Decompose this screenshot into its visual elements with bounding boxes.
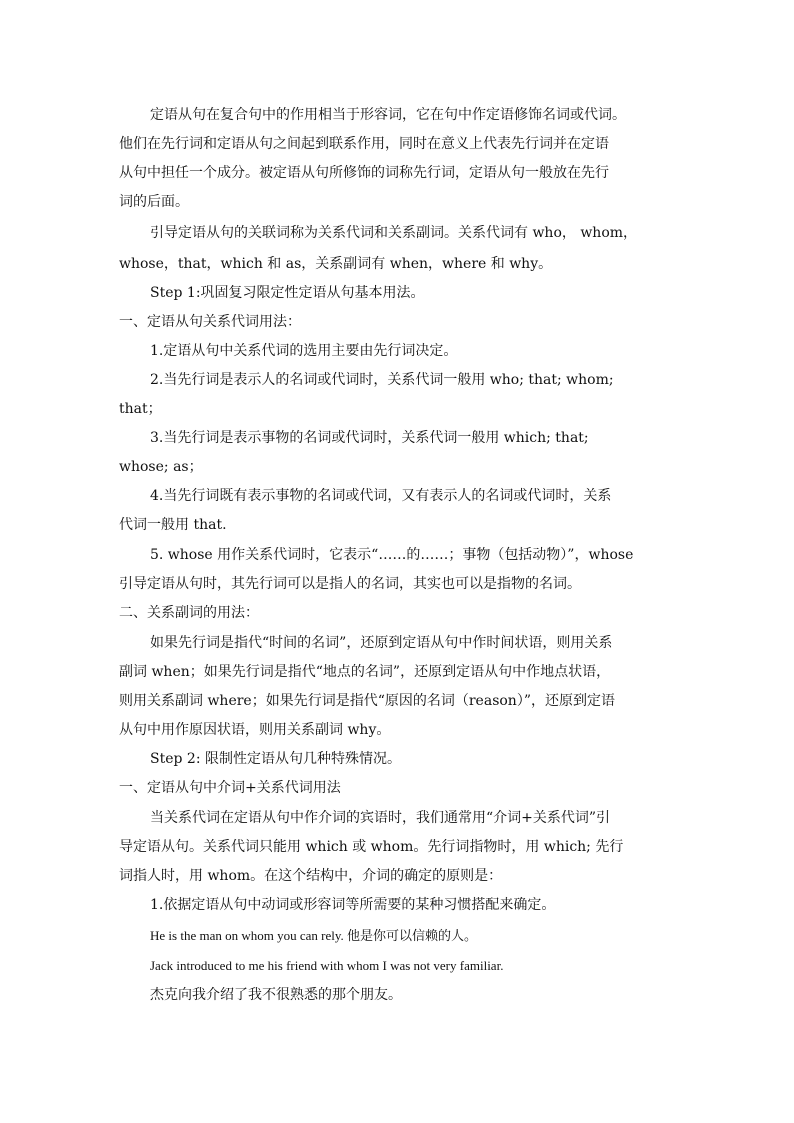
prep-para-line-2: 导定语从句。关系代词只能用 which 或 whom。先行词指物时，用 which; 先行: [119, 839, 624, 855]
prep-rule-1: 1.依据定语从句中动词或形容词等所需要的某种习惯搭配来确定。: [150, 897, 556, 913]
rule-5-line-1: 5. whose 用作关系代词时，它表示“……的……；事物（包括动物）”，whose: [150, 547, 634, 563]
rule-2-line-2: that；: [119, 401, 162, 417]
step-1-heading: Step 1:巩固复习限定性定语从句基本用法。: [150, 285, 425, 301]
adverb-para-line-1: 如果先行词是指代“时间的名词”，还原到定语从句中作时间状语，则用关系: [150, 635, 613, 651]
example-1: He is the man on whom you can rely. 他是你可以信赖的人。: [150, 928, 477, 943]
rule-4-line-2: 代词一般用 that.: [119, 517, 227, 533]
example-2-translation: 杰克向我介绍了我不很熟悉的那个朋友。: [150, 987, 402, 1003]
para-1-line-1: 定语从句在复合句中的作用相当于形容词，它在句中作定语修饰名词或代词。: [150, 107, 626, 123]
example-2-english: Jack introduced to me his friend with whom I was not very familiar.: [150, 958, 504, 973]
prep-para-line-1: 当关系代词在定语从句中作介词的宾语时，我们通常用“介词+关系代词”引: [150, 810, 611, 826]
para-1-line-3: 从句中担任一个成分。被定语从句所修饰的词称先行词，定语从句一般放在先行: [119, 165, 609, 181]
adverb-para-line-2: 副词 when；如果先行词是指代“地点的名词”，还原到定语从句中作地点状语，: [119, 664, 611, 680]
prep-para-line-3: 词指人时，用 whom。在这个结构中，介词的确定的原则是：: [119, 868, 503, 884]
para-2-line-1: 引导定语从句的关联词称为关系代词和关系副词。关系代词有 who， whom，: [150, 225, 638, 241]
section-1-heading: 一、定语从句关系代词用法：: [119, 314, 301, 330]
step-2-heading: Step 2: 限制性定语从句几种特殊情况。: [150, 751, 401, 767]
rule-2-line-1: 2.当先行词是表示人的名词或代词时，关系代词一般用 who; that; whom;: [150, 372, 614, 388]
para-1-line-2: 他们在先行词和定语从句之间起到联系作用，同时在意义上代表先行词并在定语: [119, 136, 609, 152]
adverb-para-line-3: 则用关系副词 where；如果先行词是指代“原因的名词（reason）”，还原到定语: [119, 693, 615, 709]
para-2-line-2: whose，that，which 和 as，关系副词有 when，where 和 why。: [119, 256, 553, 272]
rule-3-line-1: 3.当先行词是表示事物的名词或代词时，关系代词一般用 which; that;: [150, 430, 589, 446]
rule-3-line-2: whose; as；: [119, 459, 203, 475]
rule-1: 1.定语从句中关系代词的选用主要由先行词决定。: [150, 343, 458, 359]
para-1-line-4: 词的后面。: [119, 194, 189, 210]
rule-5-line-2: 引导定语从句时，其先行词可以是指人的名词，其实也可以是指物的名词。: [119, 576, 581, 592]
section-2-heading: 二、关系副词的用法：: [119, 605, 259, 621]
rule-4-line-1: 4.当先行词既有表示事物的名词或代词，又有表示人的名词或代词时，关系: [150, 488, 612, 504]
section-3-heading: 一、定语从句中介词+关系代词用法: [119, 780, 341, 796]
adverb-para-line-4: 从句中用作原因状语，则用关系副词 why。: [119, 722, 391, 738]
